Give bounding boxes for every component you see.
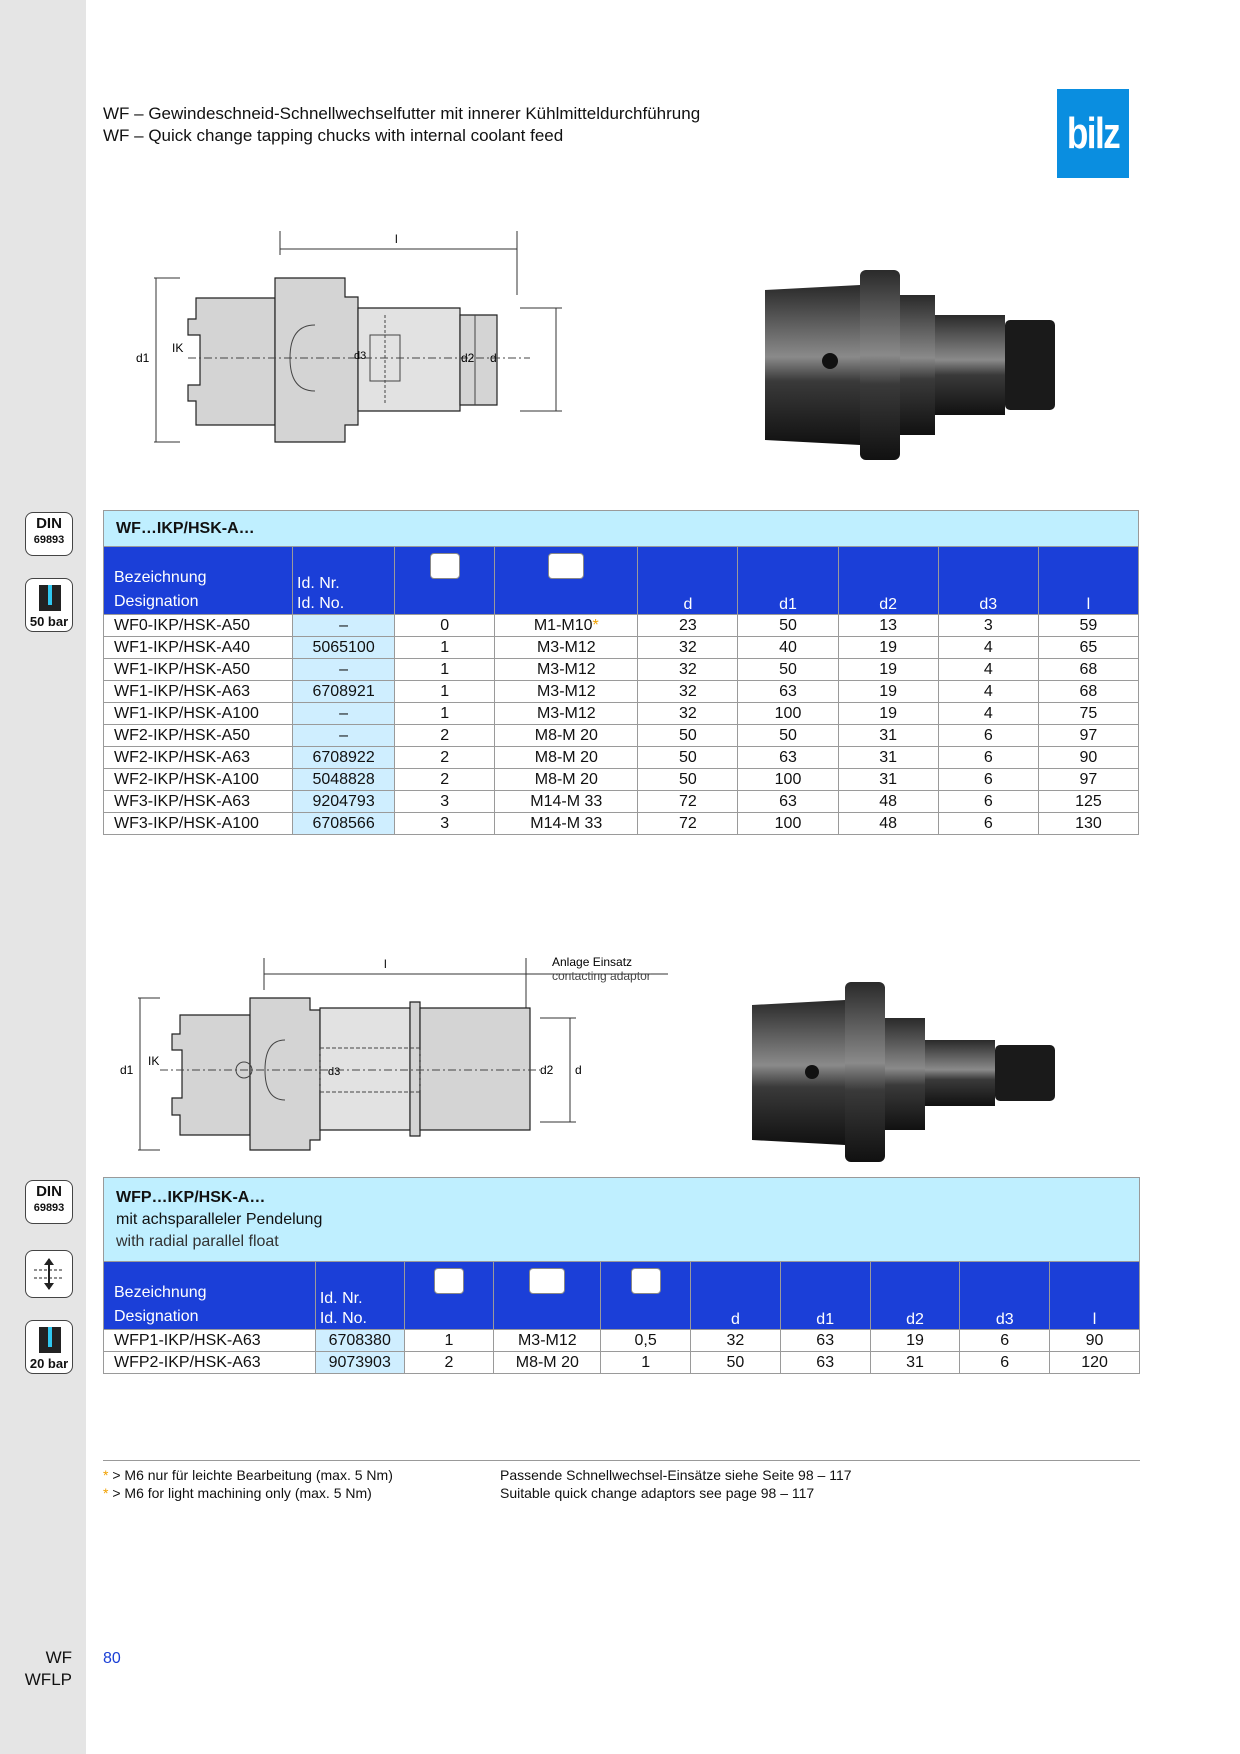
table1-thread-header (495, 547, 638, 615)
table1-cell: 0 (395, 615, 495, 637)
table1-cell: 97 (1038, 769, 1138, 791)
table1-cell: 6 (938, 813, 1038, 835)
table1-cell: M8-M 20 (495, 747, 638, 769)
table-wf-ikp (103, 510, 1139, 835)
coolant-pressure-badge-2: 20 bar (25, 1320, 73, 1374)
adaptor-ref-en: Suitable quick change adaptors see page 98 – 117 (500, 1485, 815, 1501)
table1-cell: 3 (395, 813, 495, 835)
table2-size-header (404, 1262, 494, 1330)
table2-id-header: Id. Nr. Id. No. (315, 1262, 404, 1330)
table1-cell: 72 (638, 791, 738, 813)
table1-cell: 6 (938, 791, 1038, 813)
table1-cell: 50 (738, 659, 838, 681)
table2-cell: 9073903 (315, 1352, 404, 1374)
tap-icon (529, 1268, 565, 1294)
table1-designation-header: Bezeichnung Designation (104, 547, 293, 615)
technical-drawing-wfp (120, 950, 680, 1170)
svg-text:d3: d3 (354, 350, 367, 362)
chuck-icon (430, 553, 460, 579)
table2-cell: 63 (780, 1330, 870, 1352)
table1-cell: WF1-IKP/HSK-A63 (104, 681, 293, 703)
table1-cell: 100 (738, 813, 838, 835)
table2-cell: 6 (960, 1330, 1050, 1352)
table1-cell: 50 (638, 725, 738, 747)
table1-cell: 63 (738, 747, 838, 769)
table1-row (104, 747, 1139, 769)
table1-cell: WF1-IKP/HSK-A40 (104, 637, 293, 659)
table2-cell: 19 (870, 1330, 960, 1352)
table1-cell: 1 (395, 637, 495, 659)
table1-cell: WF1-IKP/HSK-A50 (104, 659, 293, 681)
table1-cell: 31 (838, 769, 938, 791)
table2-cell: 1 (404, 1330, 494, 1352)
star-icon: * (103, 1485, 109, 1501)
table1-cell: 9204793 (293, 791, 395, 813)
table2-cell: WFP1-IKP/HSK-A63 (104, 1330, 316, 1352)
table1-row (104, 703, 1139, 725)
table2-l-header: l (1050, 1262, 1140, 1330)
table1-d-header: d (638, 547, 738, 615)
table1-cell: WF3-IKP/HSK-A100 (104, 813, 293, 835)
table1-cell: 72 (638, 813, 738, 835)
table2-cell: 2 (404, 1352, 494, 1374)
table1-cell: 50 (638, 769, 738, 791)
svg-text:d: d (575, 1063, 582, 1077)
table2-subtitle-de: mit achsparalleler Pendelung (116, 1210, 323, 1228)
table1-cell: 3 (395, 791, 495, 813)
table1-cell: 50 (638, 747, 738, 769)
coolant-icon (37, 1325, 63, 1355)
star-icon: * (592, 616, 599, 634)
table1-cell: M14-M 33 (495, 791, 638, 813)
table1-body (104, 615, 1139, 835)
table1-cell: 4 (938, 659, 1038, 681)
footnote-en: * > M6 for light machining only (max. 5 Nm) (103, 1485, 372, 1501)
table2-cell: 120 (1050, 1352, 1140, 1374)
table1-cell: M3-M12 (495, 637, 638, 659)
table1-cell: 5048828 (293, 769, 395, 791)
table2-subtitle-en: with radial parallel float (116, 1232, 279, 1250)
radial-float-badge (25, 1250, 73, 1298)
table1-cell: 68 (1038, 681, 1138, 703)
table1-cell: – (293, 703, 395, 725)
adaptor-ref-de: Passende Schnellwechsel-Einsätze siehe Seite 98 – 117 (500, 1467, 852, 1483)
table1-cell: 100 (738, 769, 838, 791)
bilz-logo: bilz (1057, 89, 1129, 178)
table2-d3-header: d3 (960, 1262, 1050, 1330)
table1-row (104, 813, 1139, 835)
table2-row (104, 1352, 1140, 1374)
table2-cell: 31 (870, 1352, 960, 1374)
table1-cell: 48 (838, 813, 938, 835)
table2-d2-header: d2 (870, 1262, 960, 1330)
table2-cell: 50 (691, 1352, 781, 1374)
table1-row (104, 725, 1139, 747)
table1-cell: 6 (938, 769, 1038, 791)
table2-cell: 0,5 (601, 1330, 691, 1352)
table2-caption-cell (104, 1178, 1140, 1262)
table1-cell: – (293, 659, 395, 681)
table2-cell: 32 (691, 1330, 781, 1352)
table1-cell: 75 (1038, 703, 1138, 725)
din-badge-2: DIN 69893 (25, 1180, 73, 1224)
svg-text:contacting adaptor: contacting adaptor (552, 969, 651, 983)
table1-cell: 6 (938, 747, 1038, 769)
table1-cell: WF2-IKP/HSK-A63 (104, 747, 293, 769)
table1-cell: 13 (838, 615, 938, 637)
float-arrows-icon (32, 1257, 66, 1291)
table1-cell: M3-M12 (495, 659, 638, 681)
table2-cell: M8-M 20 (494, 1352, 601, 1374)
table1-cell: 1 (395, 703, 495, 725)
table1-cell: 63 (738, 791, 838, 813)
svg-text:l: l (384, 957, 387, 971)
table1-row (104, 681, 1139, 703)
float-arrows-icon (631, 1268, 661, 1294)
table1-cell: 2 (395, 747, 495, 769)
table1-cell: 50 (738, 725, 838, 747)
table1-cell: M8-M 20 (495, 769, 638, 791)
table2-cell: 6 (960, 1352, 1050, 1374)
table1-cell: WF1-IKP/HSK-A100 (104, 703, 293, 725)
table1-cell: WF3-IKP/HSK-A63 (104, 791, 293, 813)
table1-size-header (395, 547, 495, 615)
tap-icon (548, 553, 584, 579)
table1-id-header: Id. Nr. Id. No. (293, 547, 395, 615)
table1-d3-header: d3 (938, 547, 1038, 615)
svg-text:IK: IK (148, 1054, 160, 1068)
svg-text:d1: d1 (120, 1063, 134, 1077)
svg-text:d1: d1 (136, 351, 150, 365)
table2-float-header (601, 1262, 691, 1330)
table1-cell: 6708922 (293, 747, 395, 769)
table2-thread-header (494, 1262, 601, 1330)
table-wfp-ikp (103, 1177, 1140, 1374)
product-photo-wf (760, 265, 1070, 465)
product-photo-wfp (750, 980, 1070, 1165)
table2-designation-header: Bezeichnung Designation (104, 1262, 316, 1330)
table2-d1-header: d1 (780, 1262, 870, 1330)
table1-cell: 1 (395, 681, 495, 703)
svg-text:d3: d3 (328, 1066, 341, 1078)
table1-cell: 19 (838, 659, 938, 681)
table2-cell: M3-M12 (494, 1330, 601, 1352)
table1-cell: 19 (838, 637, 938, 659)
table1-d2-header: d2 (838, 547, 938, 615)
svg-text:IK: IK (172, 341, 184, 355)
table1-cell: WF2-IKP/HSK-A50 (104, 725, 293, 747)
table1-cell: 19 (838, 681, 938, 703)
table1-cell: 2 (395, 725, 495, 747)
table1-cell: 32 (638, 637, 738, 659)
table2-cell: 6708380 (315, 1330, 404, 1352)
table1-cell: 4 (938, 637, 1038, 659)
table1-cell: M8-M 20 (495, 725, 638, 747)
table1-cell: WF2-IKP/HSK-A100 (104, 769, 293, 791)
footnote-de: * > M6 nur für leichte Bearbeitung (max. 5 Nm) (103, 1467, 393, 1483)
sidebar-label-wf: WF (45, 1648, 72, 1667)
table1-cell: 48 (838, 791, 938, 813)
table1-cell: 63 (738, 681, 838, 703)
table1-d1-header: d1 (738, 547, 838, 615)
table1-cell: WF0-IKP/HSK-A50 (104, 615, 293, 637)
table1-cell: 50 (738, 615, 838, 637)
table1-cell: 23 (638, 615, 738, 637)
table2-cell: WFP2-IKP/HSK-A63 (104, 1352, 316, 1374)
table1-cell: 68 (1038, 659, 1138, 681)
sidebar-label-wflp: WFLP (24, 1670, 72, 1689)
table2-cell: 63 (780, 1352, 870, 1374)
svg-text:d2: d2 (461, 351, 475, 365)
table1-cell: 65 (1038, 637, 1138, 659)
table1-cell: 31 (838, 725, 938, 747)
svg-text:Anlage Einsatz: Anlage Einsatz (552, 955, 633, 969)
table1-l-header: l (1038, 547, 1138, 615)
table1-cell: M3-M12 (495, 681, 638, 703)
table1-cell: 97 (1038, 725, 1138, 747)
table2-d-header: d (691, 1262, 781, 1330)
page-number: 80 (103, 1650, 121, 1667)
table1-row (104, 769, 1139, 791)
table1-cell: 130 (1038, 813, 1138, 835)
table1-caption: WF…IKP/HSK-A… (104, 511, 1139, 547)
table1-row (104, 791, 1139, 813)
table2-caption: WFP…IKP/HSK-A… (116, 1188, 266, 1206)
title-english: WF – Quick change tapping chucks with internal coolant feed (103, 126, 564, 145)
table1-cell: 4 (938, 703, 1038, 725)
svg-text:l: l (395, 232, 398, 246)
table1-cell: 125 (1038, 791, 1138, 813)
table1-cell: 6708566 (293, 813, 395, 835)
table1-cell: 32 (638, 681, 738, 703)
table1-cell: 31 (838, 747, 938, 769)
table1-cell: 32 (638, 703, 738, 725)
table1-cell: 6708921 (293, 681, 395, 703)
table1-cell: 3 (938, 615, 1038, 637)
table1-cell: 2 (395, 769, 495, 791)
table1-cell: 19 (838, 703, 938, 725)
table2-row (104, 1330, 1140, 1352)
table1-cell: – (293, 725, 395, 747)
table2-cell: 90 (1050, 1330, 1140, 1352)
table1-cell: 5065100 (293, 637, 395, 659)
table1-cell: M14-M 33 (495, 813, 638, 835)
left-sidebar (0, 0, 86, 1754)
svg-text:d: d (490, 351, 497, 365)
table1-cell: 1 (395, 659, 495, 681)
table1-cell: 32 (638, 659, 738, 681)
table1-cell: 90 (1038, 747, 1138, 769)
table1-cell: 59 (1038, 615, 1138, 637)
coolant-icon (37, 583, 63, 613)
table1-cell: 40 (738, 637, 838, 659)
table1-cell: M1-M10* (495, 615, 638, 637)
chuck-icon (434, 1268, 464, 1294)
star-icon: * (103, 1467, 109, 1483)
din-badge-1: DIN 69893 (25, 512, 73, 556)
technical-drawing-wf (130, 225, 580, 455)
table1-cell: 4 (938, 681, 1038, 703)
table1-cell: – (293, 615, 395, 637)
table1-row (104, 615, 1139, 637)
footnote-divider (103, 1460, 1140, 1461)
svg-text:d2: d2 (540, 1063, 554, 1077)
table2-body (104, 1330, 1140, 1374)
table1-row (104, 637, 1139, 659)
coolant-pressure-badge-1: 50 bar (25, 578, 73, 632)
table2-cell: 1 (601, 1352, 691, 1374)
table1-row (104, 659, 1139, 681)
table1-cell: M3-M12 (495, 703, 638, 725)
title-german: WF – Gewindeschneid-Schnellwechselfutter mit innerer Kühlmitteldurchführung (103, 104, 701, 123)
table1-cell: 100 (738, 703, 838, 725)
table1-cell: 6 (938, 725, 1038, 747)
